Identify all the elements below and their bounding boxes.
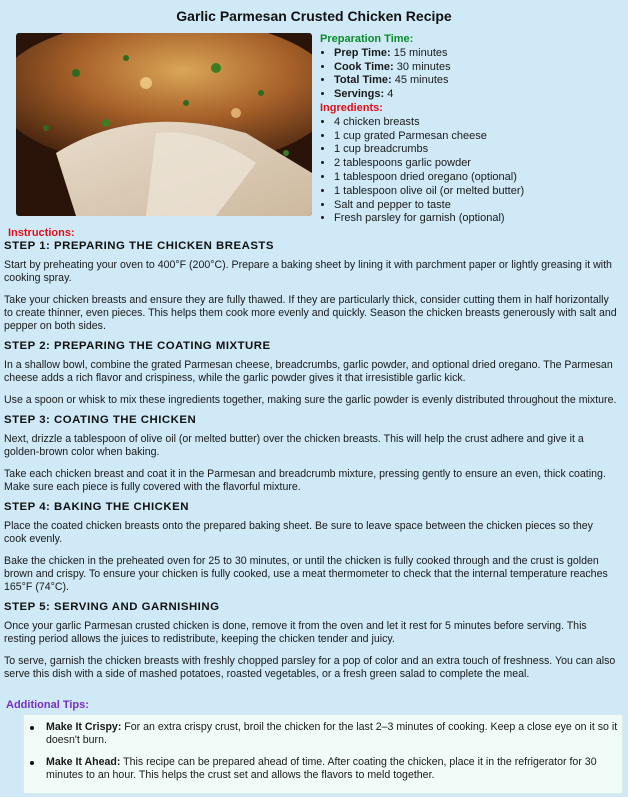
step-1-paragraph: Start by preheating your oven to 400°F (200°C). Prepare a baking sheet by lining it with parchment paper or lightly greasing it with cooking spray. (4, 259, 612, 284)
tip-item: Make It Crispy: For an extra crispy crust, broil the chicken for the last 2–3 minutes of cooking. Keep a close eye on it so it doesn't burn. (24, 721, 622, 747)
step-4-heading: STEP 4: BAKING THE CHICKEN (4, 501, 189, 513)
prep-item: • Cook Time: 30 minutes (334, 61, 620, 75)
ingredient-item: • 1 cup breadcrumbs (334, 143, 620, 157)
chicken-photo (16, 33, 312, 216)
ingredient-item: • Fresh parsley for garnish (optional) (334, 212, 620, 226)
step-5-paragraph: To serve, garnish the chicken breasts with freshly chopped parsley for a pop of color and an extra touch of freshness. You can also serve this dish with a side of mashed potatoes, roasted vegetables, or a fresh green salad to complete the meal. (4, 655, 616, 680)
instructions-body (4, 240, 618, 681)
step-3-paragraph: Take each chicken breast and coat it in the Parmesan and breadcrumb mixture, pressing gently to ensure an even, thick coating. Make sure each piece is fully covered with the flavorful mixture. (4, 468, 606, 493)
ingredient-item: • 2 tablespoons garlic powder (334, 157, 620, 171)
ingredient-item: • 1 tablespoon dried oregano (optional) (334, 171, 620, 185)
step-2-heading: STEP 2: PREPARING THE COATING MIXTURE (4, 340, 271, 352)
step-4-paragraph: Place the coated chicken breasts onto the prepared baking sheet. Be sure to leave space between the chicken pieces so they cook evenly. (4, 520, 593, 545)
preparation-time-list (320, 47, 620, 102)
ingredient-item: • Salt and pepper to taste (334, 199, 620, 213)
step-5-heading: STEP 5: SERVING AND GARNISHING (4, 601, 220, 613)
step-1-paragraph: Take your chicken breasts and ensure they are fully thawed. If they are particularly thick, consider cutting them in half horizontally to create thinner, even pieces. This helps them cook more evenly and quickly. Season the chicken breasts generously with salt and pepper on both sides. (4, 294, 617, 332)
ingredient-item: • 1 cup grated Parmesan cheese (334, 130, 620, 144)
tips-box (23, 714, 623, 794)
step-2-paragraph: Use a spoon or whisk to mix these ingredients together, making sure the garlic powder is evenly distributed throughout the mixture. (4, 394, 617, 406)
ingredient-item: • 4 chicken breasts (334, 116, 620, 130)
ingredients-heading: Ingredients: (320, 101, 383, 114)
tip-item: Make It Ahead: This recipe can be prepared ahead of time. After coating the chicken, place it in the refrigerator for 30 minutes to an hour. This helps the crust set and allows the flavors to meld together. (24, 756, 622, 782)
step-3-paragraph: Next, drizzle a tablespoon of olive oil (or melted butter) over the chicken breasts. This will help the crust adhere and give it a golden-brown color when baking. (4, 433, 584, 458)
prep-item: • Servings: 4 (334, 88, 620, 102)
additional-tips-heading: Additional Tips: (6, 699, 89, 711)
ingredient-item: • 1 tablespoon olive oil (or melted butter) (334, 185, 620, 199)
page-title: Garlic Parmesan Crusted Chicken Recipe (176, 8, 452, 24)
ingredients-list (320, 116, 620, 226)
instructions-heading: Instructions: (8, 227, 75, 239)
preparation-time-heading: Preparation Time: (320, 33, 414, 45)
step-2-paragraph: In a shallow bowl, combine the grated Parmesan cheese, breadcrumbs, garlic powder, and optional dried oregano. The Parmesan cheese adds a rich flavor and crispiness, while the garlic powder gives it that irresistible garlic kick. (4, 359, 613, 384)
prep-item: • Total Time: 45 minutes (334, 74, 620, 88)
prep-item: • Prep Time: 15 minutes (334, 47, 620, 61)
step-4-paragraph: Bake the chicken in the preheated oven for 25 to 30 minutes, or until the chicken is fully cooked through and the crust is golden brown and crispy. To ensure your chicken is fully cooked, use a meat thermometer to check that the internal temperature reaches 165°F (74°C). (4, 555, 608, 593)
step-1-heading: STEP 1: PREPARING THE CHICKEN BREASTS (4, 240, 274, 252)
step-3-heading: STEP 3: COATING THE CHICKEN (4, 414, 197, 426)
recipe-facts (320, 33, 620, 226)
step-5-paragraph: Once your garlic Parmesan crusted chicken is done, remove it from the oven and let it rest for 5 minutes before serving. This resting period allows the juices to redistribute, keeping the chicken tender and juicy. (4, 620, 587, 645)
